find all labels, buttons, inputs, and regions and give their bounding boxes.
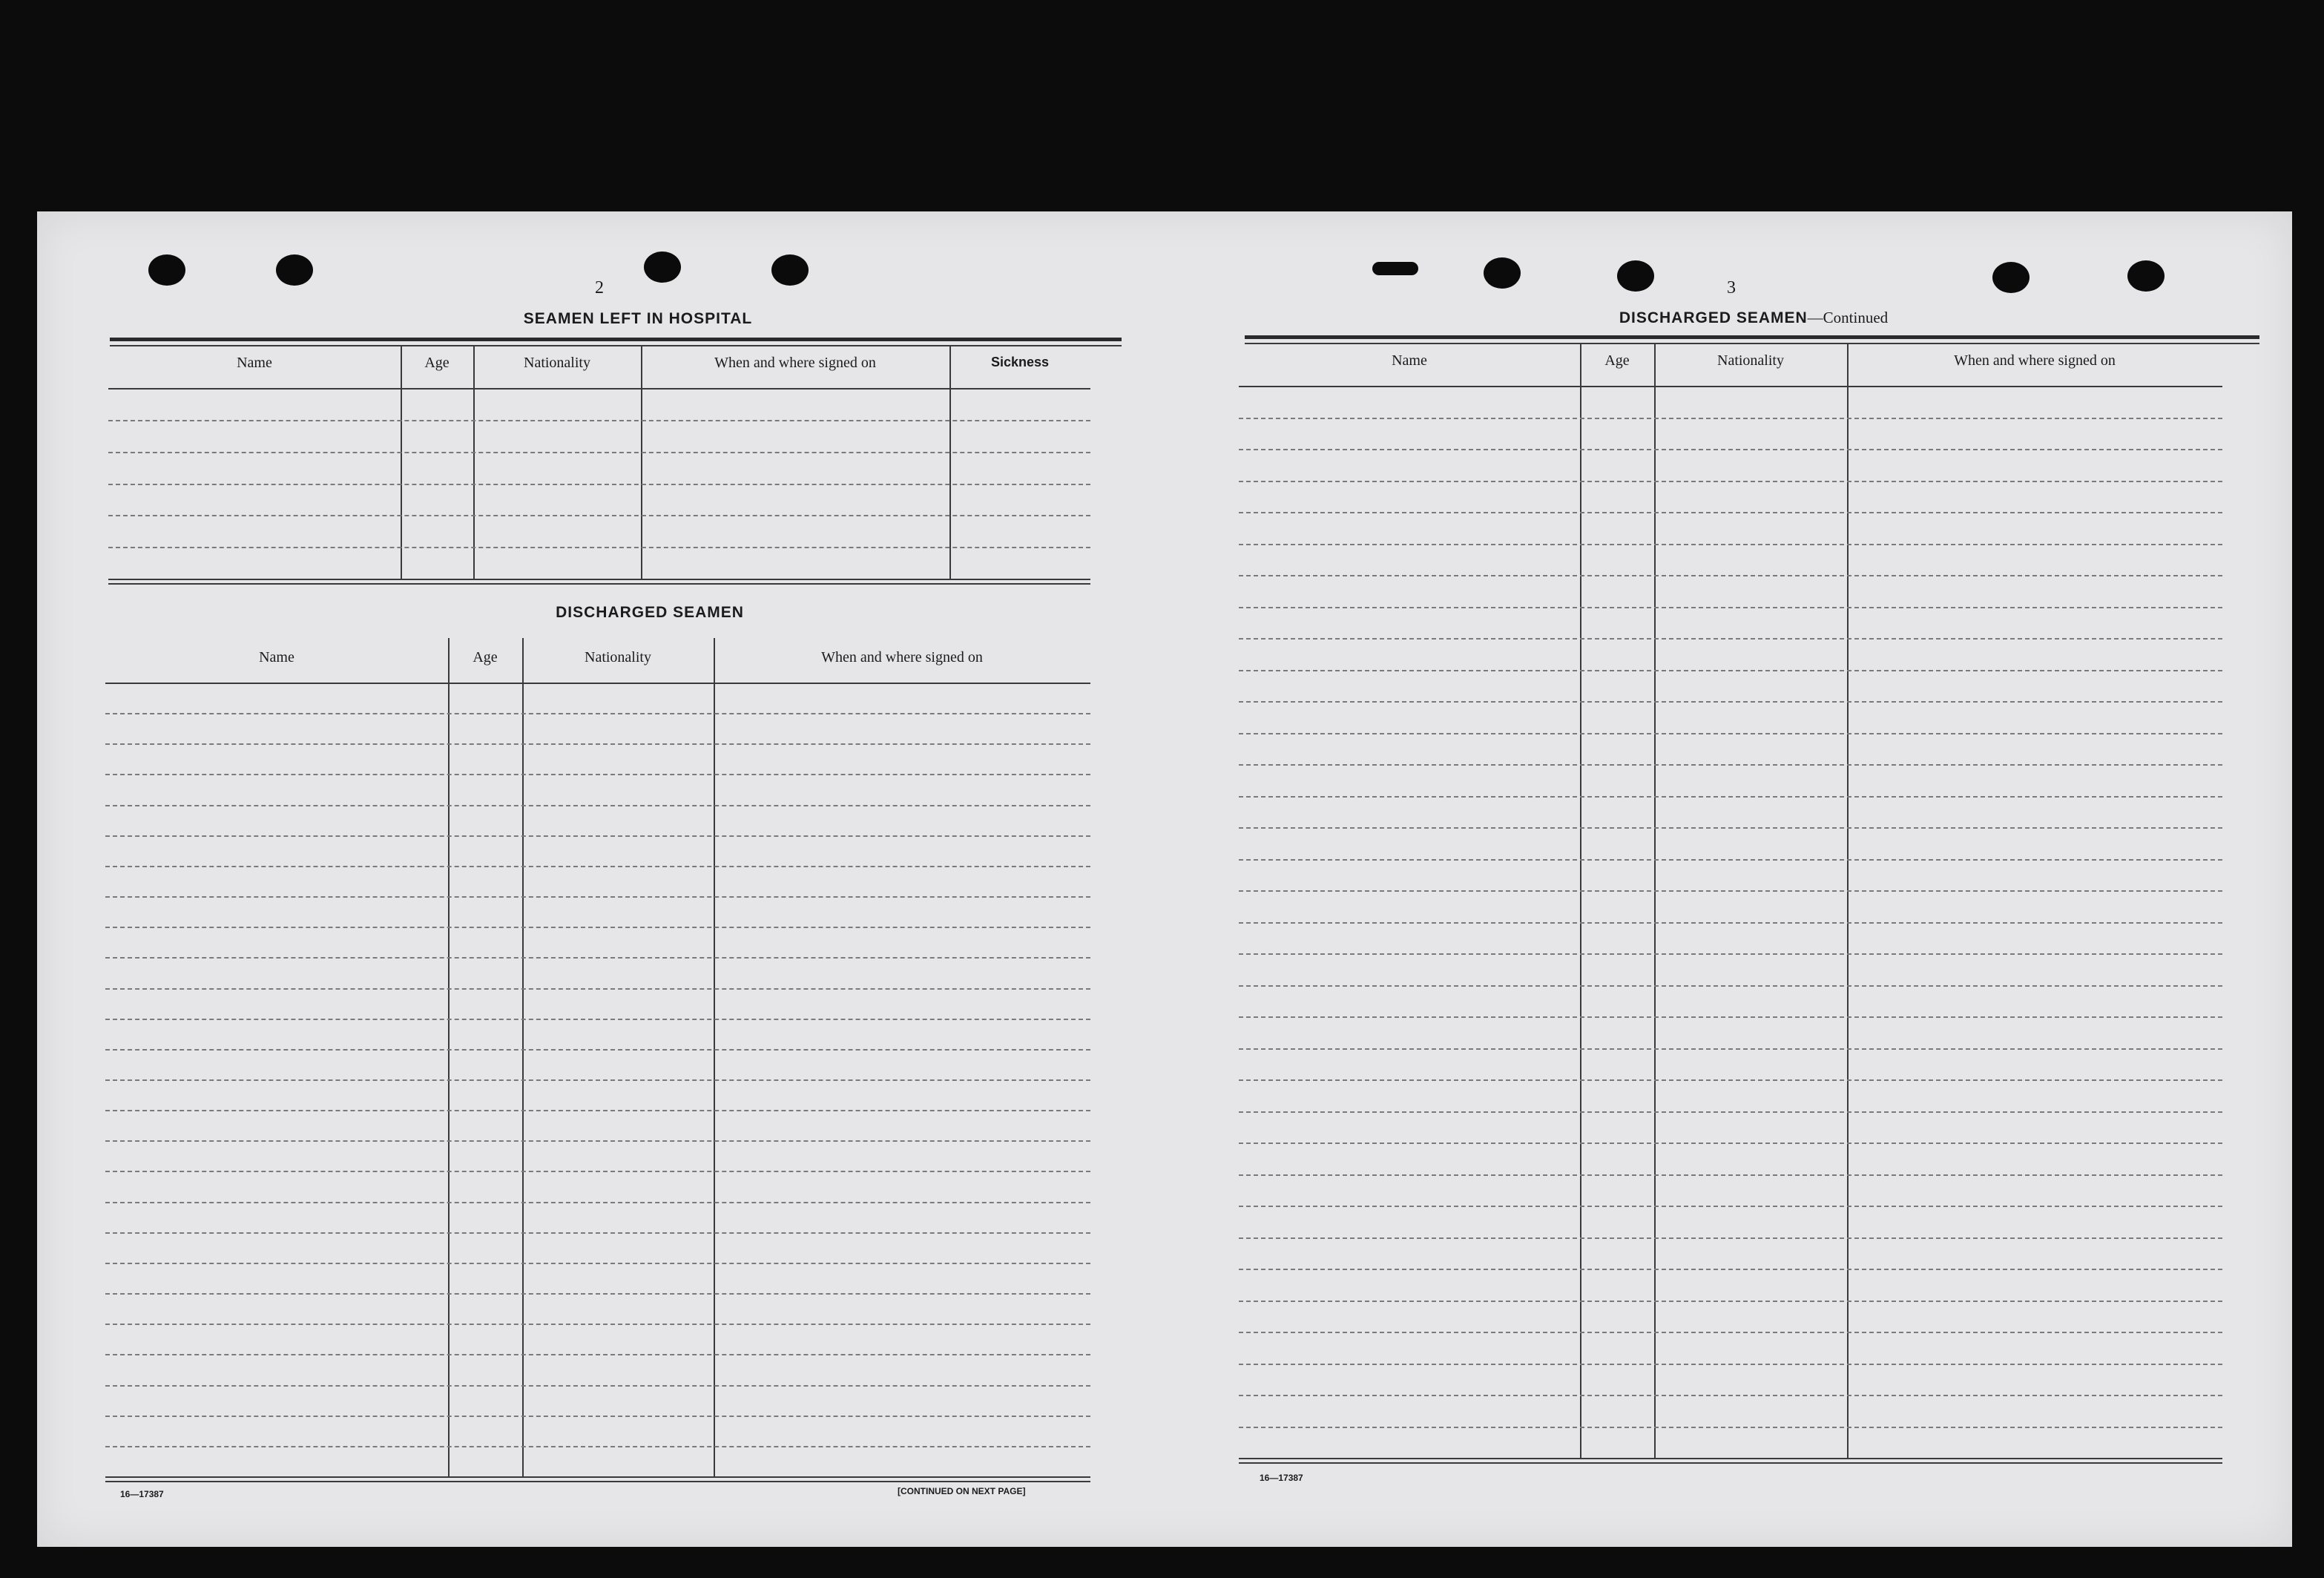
row-line: [1239, 1237, 2222, 1239]
row-line: [1239, 953, 2222, 955]
row-line: [105, 774, 1090, 775]
row-line: [1239, 1048, 2222, 1050]
column-divider: [714, 638, 715, 1476]
header-underline: [105, 683, 1090, 684]
row-line: [1239, 544, 2222, 545]
row-line: [105, 1171, 1090, 1172]
column-divider: [1654, 343, 1656, 1458]
punch-hole: [2127, 260, 2165, 292]
row-line: [1239, 1143, 2222, 1144]
row-line: [108, 452, 1090, 453]
column-header: Nationality: [524, 355, 590, 371]
row-line: [105, 988, 1090, 990]
row-line: [105, 1263, 1090, 1264]
column-header: Name: [237, 355, 272, 371]
column-header: Age: [473, 649, 498, 665]
row-line: [105, 713, 1090, 714]
row-line: [105, 1293, 1090, 1295]
row-line: [1239, 1111, 2222, 1113]
punch-hole: [1372, 262, 1418, 275]
row-line: [105, 927, 1090, 928]
row-line: [1239, 607, 2222, 608]
punch-hole: [1484, 257, 1521, 289]
punch-hole: [771, 254, 809, 286]
row-line: [1239, 1395, 2222, 1396]
header-underline: [108, 388, 1090, 389]
row-line: [1239, 985, 2222, 987]
row-line: [105, 1232, 1090, 1234]
column-divider: [1580, 343, 1581, 1458]
row-line: [1239, 481, 2222, 482]
punch-hole: [1617, 260, 1654, 292]
row-line: [108, 484, 1090, 485]
column-divider: [949, 345, 951, 579]
row-line: [105, 896, 1090, 898]
row-line: [1239, 733, 2222, 734]
table-bottom-rule: [108, 583, 1090, 585]
row-line: [105, 1385, 1090, 1387]
rule: [1245, 343, 2259, 344]
row-line: [1239, 922, 2222, 924]
punch-hole: [148, 254, 185, 286]
table-bottom-rule: [108, 579, 1090, 580]
row-line: [108, 515, 1090, 516]
row-line: [1239, 418, 2222, 419]
form-number-left: 16—17387: [120, 1489, 164, 1499]
row-line: [1239, 1016, 2222, 1018]
column-header: Name: [1392, 352, 1427, 369]
row-line: [1239, 1174, 2222, 1176]
row-line: [108, 547, 1090, 548]
row-line: [105, 1110, 1090, 1111]
form-number-right: 16—17387: [1260, 1473, 1303, 1483]
row-line: [1239, 859, 2222, 861]
header-underline: [1239, 386, 2222, 387]
punch-hole: [644, 252, 681, 283]
row-line: [105, 1354, 1090, 1355]
row-line: [1239, 1079, 2222, 1081]
column-divider: [641, 345, 642, 579]
row-line: [105, 1079, 1090, 1081]
row-line: [105, 743, 1090, 745]
punch-hole: [1992, 262, 2030, 293]
continued-section-title-text: DISCHARGED SEAMEN: [1619, 309, 1808, 326]
row-line: [108, 420, 1090, 421]
row-line: [1239, 1301, 2222, 1302]
rule: [110, 338, 1122, 341]
column-header: Name: [259, 649, 294, 665]
row-line: [105, 1202, 1090, 1203]
column-header: Nationality: [1717, 352, 1784, 369]
table-bottom-rule: [1239, 1458, 2222, 1459]
row-line: [105, 957, 1090, 959]
discharged-section-title: DISCHARGED SEAMEN: [556, 604, 744, 621]
column-header: Nationality: [585, 649, 651, 665]
row-line: [105, 805, 1090, 806]
row-line: [1239, 1269, 2222, 1270]
row-line: [105, 835, 1090, 837]
row-line: [1239, 827, 2222, 829]
row-line: [1239, 796, 2222, 798]
row-line: [1239, 1332, 2222, 1333]
row-line: [105, 1324, 1090, 1325]
table-bottom-rule: [1239, 1462, 2222, 1464]
continued-label: —Continued: [1807, 309, 1889, 326]
row-line: [105, 1049, 1090, 1051]
row-line: [105, 866, 1090, 867]
column-header: Age: [424, 355, 450, 371]
column-header: When and where signed on: [714, 355, 876, 371]
column-header: Sickness: [990, 355, 1050, 369]
row-line: [105, 1416, 1090, 1417]
column-header: Age: [1604, 352, 1630, 369]
row-line: [105, 1446, 1090, 1447]
row-line: [1239, 1427, 2222, 1428]
row-line: [1239, 512, 2222, 513]
column-header: When and where signed on: [1954, 352, 2116, 369]
table-bottom-rule: [105, 1476, 1090, 1478]
row-line: [1239, 638, 2222, 640]
column-divider: [1847, 343, 1849, 1458]
row-line: [105, 1019, 1090, 1020]
ledger-sheet: [37, 211, 2292, 1547]
page-number-right: 3: [1727, 278, 1736, 297]
row-line: [1239, 1206, 2222, 1207]
column-divider: [473, 345, 475, 579]
row-line: [1239, 670, 2222, 671]
row-line: [1239, 575, 2222, 576]
page-number-left: 2: [595, 278, 604, 297]
row-line: [1239, 1364, 2222, 1365]
column-divider: [448, 638, 450, 1476]
row-line: [1239, 449, 2222, 450]
punch-hole: [276, 254, 313, 286]
row-line: [1239, 764, 2222, 766]
row-line: [1239, 701, 2222, 703]
table-bottom-rule: [105, 1481, 1090, 1482]
rule: [110, 345, 1122, 346]
rule: [1245, 335, 2259, 339]
continued-section-title: [1420, 309, 2087, 327]
column-divider: [401, 345, 402, 579]
row-line: [1239, 890, 2222, 892]
hospital-section-title: SEAMEN LEFT IN HOSPITAL: [523, 310, 753, 327]
continued-note: [CONTINUED ON NEXT PAGE]: [898, 1486, 1026, 1496]
column-header: When and where signed on: [821, 649, 983, 665]
row-line: [105, 1140, 1090, 1142]
column-divider: [522, 638, 524, 1476]
